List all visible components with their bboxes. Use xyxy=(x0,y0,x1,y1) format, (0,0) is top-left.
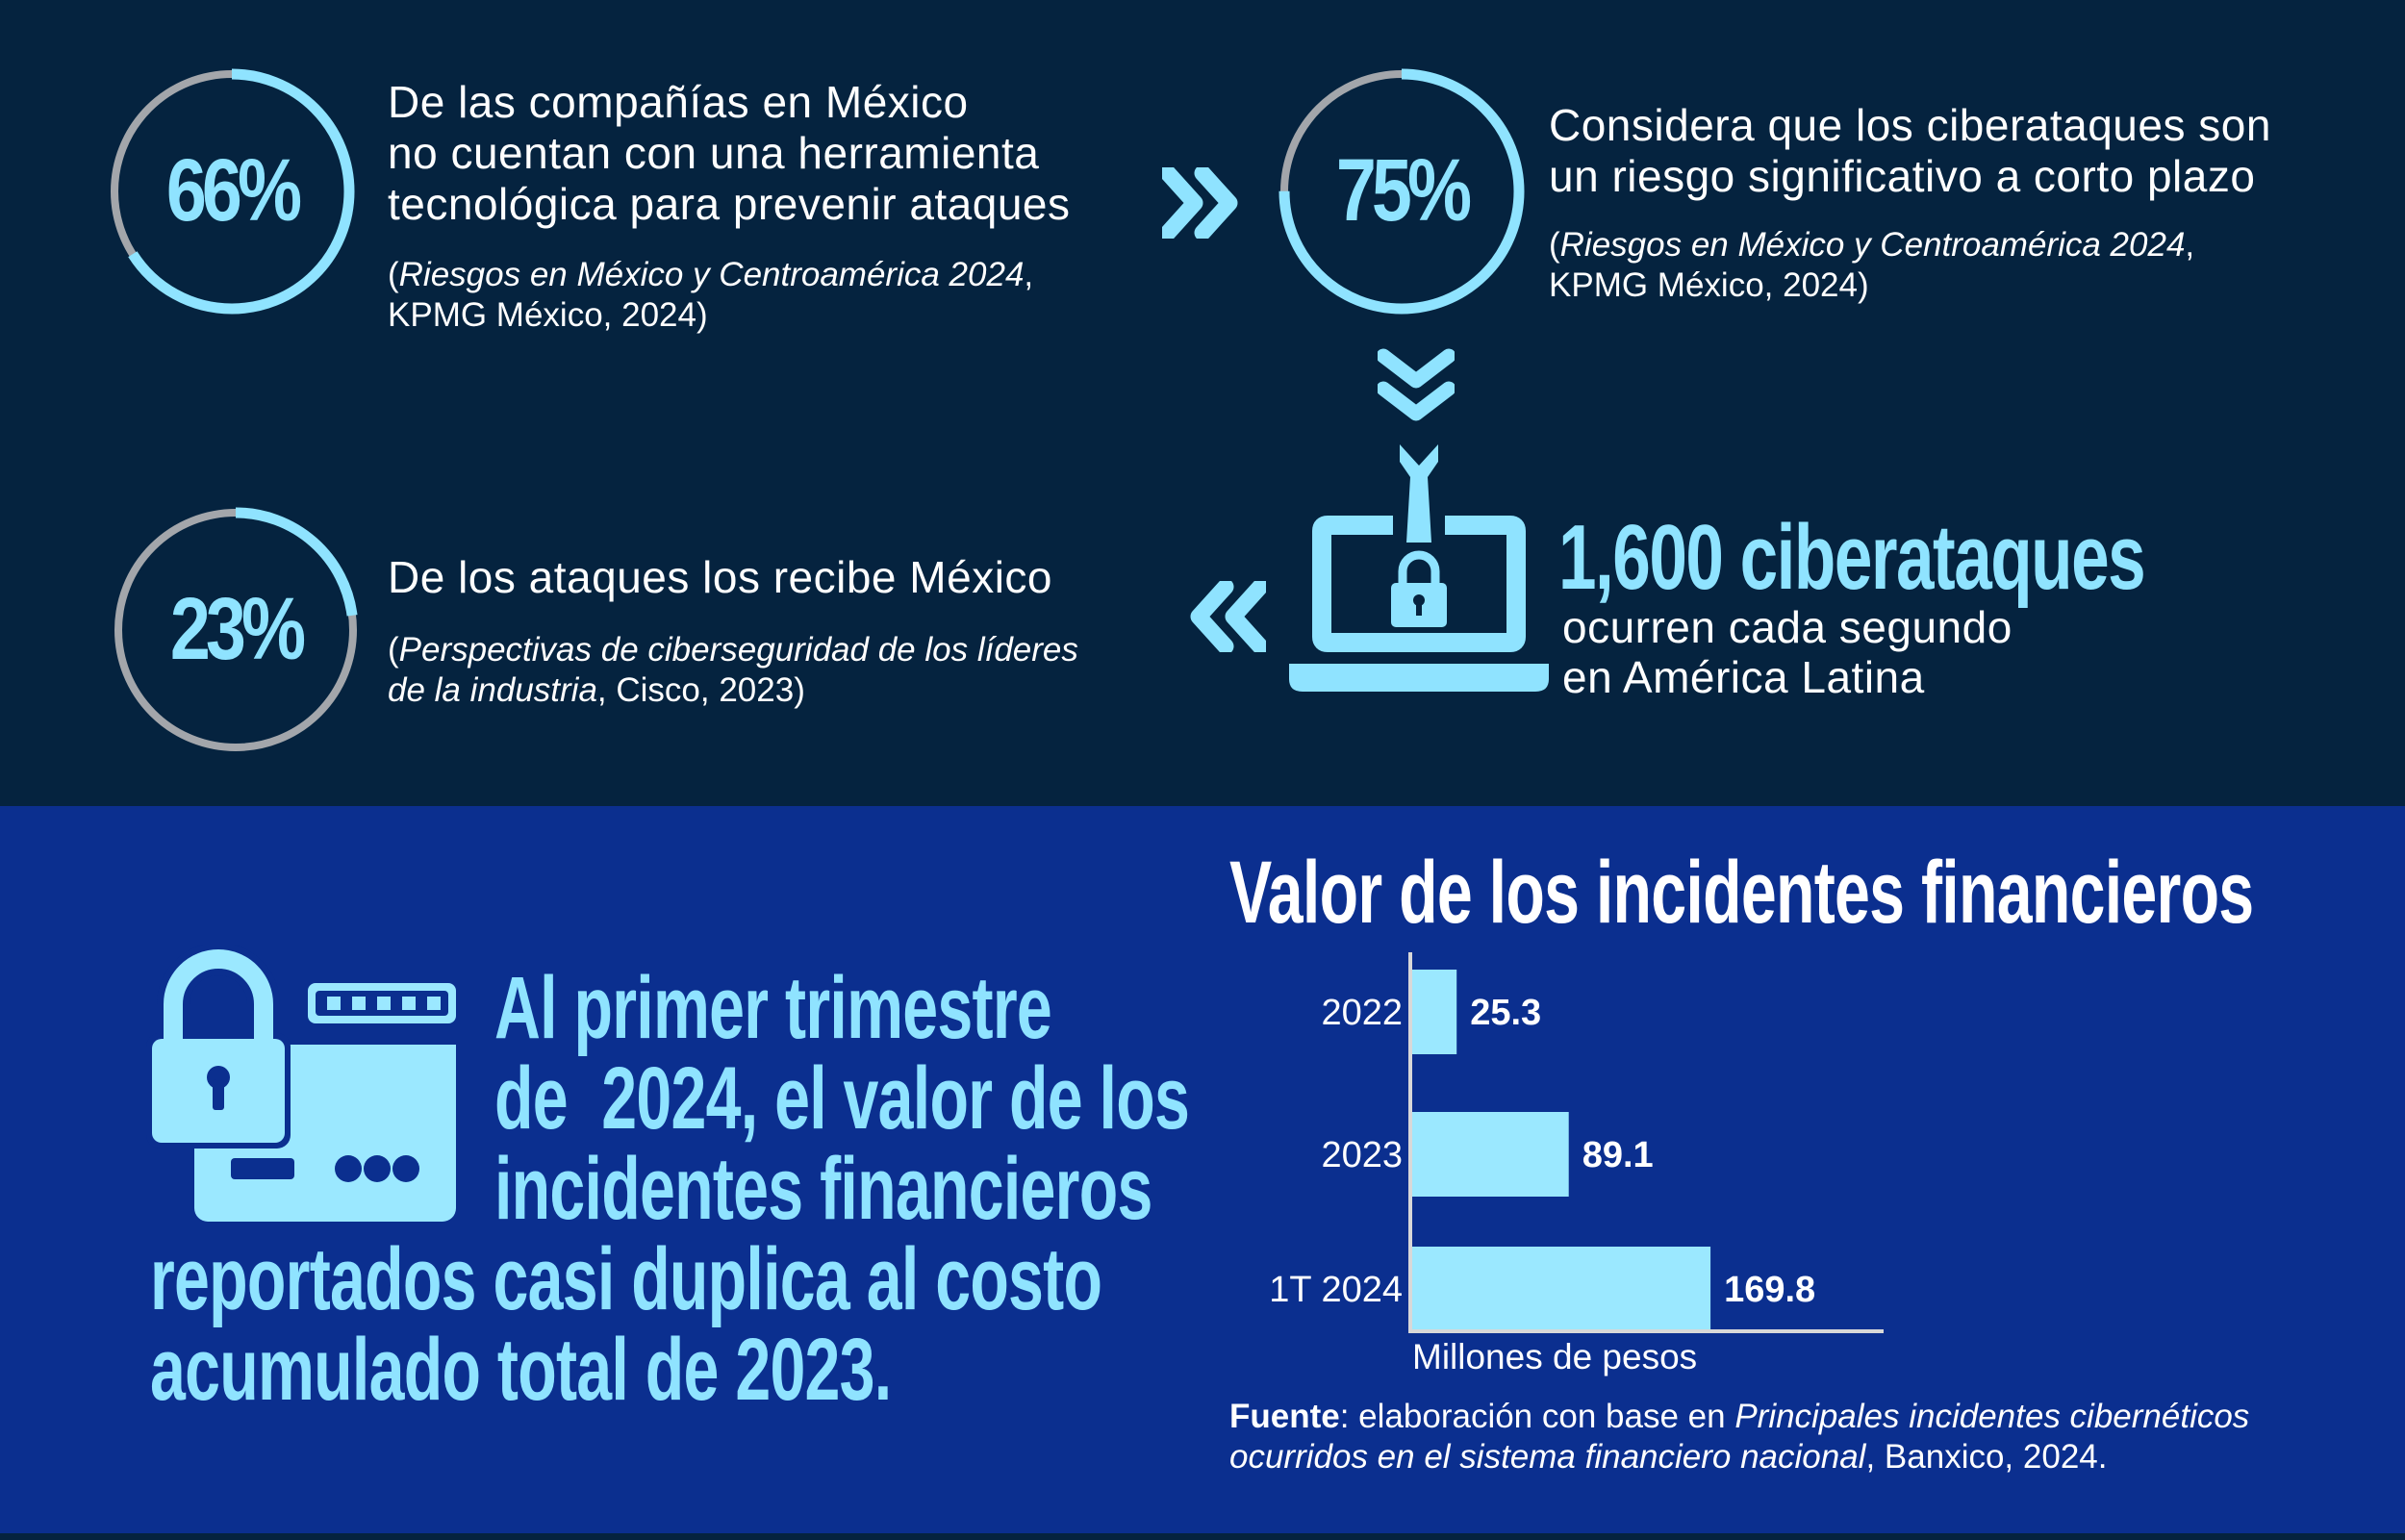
stat-source-75: (Riesgos en México y Centroamérica 2024, KPMG México, 2024) xyxy=(1549,226,2195,304)
data-label: 25.3 xyxy=(1470,993,1542,1033)
lock-card-icon xyxy=(146,945,460,1225)
bar-2022 xyxy=(1412,970,1456,1054)
laptop-lock-icon xyxy=(1289,444,1549,696)
cyberattacks-headline: 1,600 ciberataques xyxy=(1558,506,2145,609)
stat-percent-23: 23% xyxy=(169,580,302,678)
stat-description-23: De los ataques los recibe México xyxy=(388,552,1052,602)
bottom-strip xyxy=(0,1533,2405,1540)
chevron-down-double-icon xyxy=(1378,348,1455,421)
chart-title: Valor de los incidentes financieros xyxy=(1229,844,2254,942)
chevron-left-double-icon xyxy=(1189,581,1266,652)
stat-source-66: (Riesgos en México y Centroamérica 2024, KPMG México, 2024) xyxy=(388,256,1034,334)
chevron-right-double-icon xyxy=(1162,167,1239,239)
y-tick-label: 1T 2024 xyxy=(1269,1270,1403,1310)
bar-chart xyxy=(1251,952,1924,1376)
cyberattacks-text: ocurren cada segundo en América Latina xyxy=(1562,602,2013,702)
stat-percent-66: 66% xyxy=(165,141,298,240)
stat-source-23: (Perspectivas de ciberseguridad de los líderes de la industria, Cisco, 2023) xyxy=(388,631,1078,709)
bar-1t-2024 xyxy=(1412,1247,1710,1331)
data-label: 169.8 xyxy=(1724,1270,1816,1310)
stat-description-66: De las compañías en México no cuentan con una herramienta tecnológica para prevenir ataques xyxy=(388,77,1071,229)
bar-2023 xyxy=(1412,1112,1569,1197)
data-label: 89.1 xyxy=(1582,1135,1654,1175)
stat-description-75: Considera que los ciberataques son un riesgo significativo a corto plazo xyxy=(1549,100,2271,201)
chart-x-axis-label: Millones de pesos xyxy=(1412,1337,1698,1376)
chart-footnote: Fuente: elaboración con base en Principales incidentes cibernéticos ocurridos en el sistema financiero nacional, Banxico, 2024. xyxy=(1229,1398,2250,1476)
y-tick-label: 2022 xyxy=(1321,993,1403,1033)
y-tick-label: 2023 xyxy=(1321,1135,1403,1175)
stat-percent-75: 75% xyxy=(1335,141,1468,240)
